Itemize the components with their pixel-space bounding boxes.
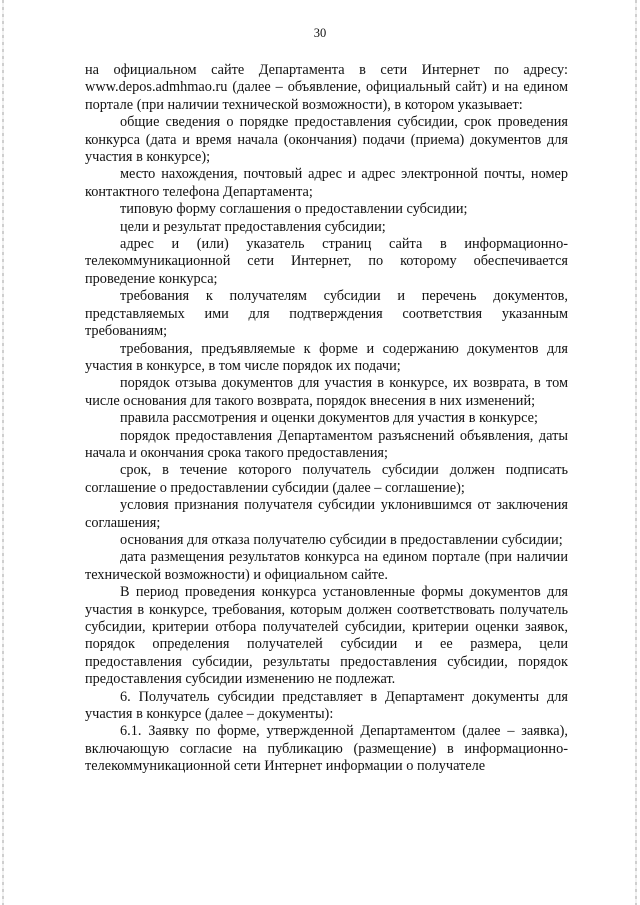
paragraph: цели и результат предоставления субсидии; — [120, 218, 386, 235]
scan-edge-right — [635, 0, 637, 905]
paragraph: дата размещения результатов конкурса на едином портале (при наличии технической возможности) и официальном сайте. — [85, 549, 568, 583]
paragraph: В период проведения конкурса установленные формы документов для участия в конкурсе, требования, которым должен соответствовать получатель субсидии, критерии отбора получателей субсидии, критерии оценки заявок, порядок определения получателей субсидии и ее размера, цели предоставления субсидии, результаты предоставления субсидии, порядок предоставления субсидии изменению не подлежат. — [85, 584, 568, 688]
document-body — [85, 62, 568, 776]
paragraph: порядок отзыва документов для участия в конкурсе, их возврата, в том числе основания для такого возврата, порядок внесения в них изменений; — [85, 375, 568, 409]
paragraph: общие сведения о порядке предоставления субсидии, срок проведения конкурса (дата и время начала (окончания) подачи (приема) документов для участия в конкурсе); — [85, 114, 568, 166]
paragraph: основания для отказа получателю субсидии в предоставлении субсидии; — [120, 531, 563, 548]
paragraph: требования к получателям субсидии и перечень документов, представляемых ими для подтверждения соответствия указанным требованиям; — [85, 288, 568, 340]
paragraph: правила рассмотрения и оценки документов для участия в конкурсе; — [120, 410, 538, 427]
scan-edge-left — [2, 0, 4, 905]
paragraph: 6.1. Заявку по форме, утвержденной Департаментом (далее – заявка), включающую согласие на публикацию (размещение) в информационно-телекоммуникационной сети Интернет информации о получателе — [85, 723, 568, 775]
paragraph: порядок предоставления Департаментом разъяснений объявления, даты начала и окончания срока такого предоставления; — [85, 427, 568, 461]
page-number: 30 — [313, 26, 327, 40]
paragraph: типовую форму соглашения о предоставлении субсидии; — [120, 201, 468, 218]
paragraph: требования, предъявляемые к форме и содержанию документов для участия в конкурсе, в том числе порядок их подачи; — [85, 340, 568, 374]
paragraph: условия признания получателя субсидии уклонившимся от заключения соглашения; — [85, 497, 568, 531]
paragraph: 6. Получатель субсидии представляет в Департамент документы для участия в конкурсе (далее – документы): — [85, 688, 568, 723]
paragraph: на официальном сайте Департамента в сети Интернет по адресу: www.depos.admhmao.ru (далее – объявление, официальный сайт) и на едином портале (при наличии технической возможности), в котором указывает: — [85, 62, 568, 113]
paragraph: место нахождения, почтовый адрес и адрес электронной почты, номер контактного телефона Департамента; — [85, 166, 568, 200]
paragraph: адрес и (или) указатель страниц сайта в информационно-телекоммуникационной сети Интернет, по которому обеспечивается проведение конкурса; — [85, 236, 568, 287]
paragraph: срок, в течение которого получатель субсидии должен подписать соглашение о предоставлении субсидии (далее – соглашение); — [85, 462, 568, 496]
